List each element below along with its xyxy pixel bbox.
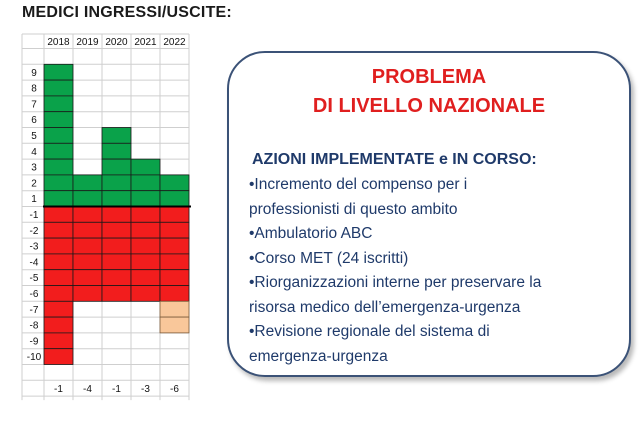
bar-cell (131, 254, 160, 270)
bar-cell (44, 238, 73, 254)
y-tick-label: -10 (26, 352, 42, 364)
bar-cell (73, 207, 102, 223)
y-tick-label: 5 (31, 131, 37, 142)
bar-cell (102, 222, 131, 238)
bar-cell (44, 175, 73, 191)
y-tick-label: -2 (29, 225, 39, 237)
bar-cell (102, 159, 131, 175)
bar-cell (73, 175, 102, 191)
total-label: -1 (112, 383, 121, 395)
negative-bar (44, 207, 73, 365)
negative-bar (160, 207, 189, 302)
bar-cell (44, 222, 73, 238)
list-item: •Incremento del compenso per i (249, 176, 468, 193)
list-item: •Riorganizzazioni interne per preservare la (249, 274, 542, 291)
x-tick-label: 2022 (163, 37, 186, 48)
bar-cell (131, 222, 160, 238)
list-item: •Corso MET (24 iscritti) (249, 249, 409, 267)
y-tick-label: -7 (29, 304, 39, 316)
bar-cell (131, 159, 160, 175)
bar-cell (131, 270, 160, 286)
bar-cell (102, 254, 131, 270)
negative-bar (102, 207, 131, 302)
bar-cell (44, 270, 73, 286)
bar-cell (44, 301, 73, 317)
bar-cell (102, 238, 131, 254)
positive-bar (131, 159, 160, 206)
bar-cell (160, 270, 189, 286)
list-item: professionisti di questo ambito (249, 200, 458, 218)
y-tick-label: -8 (29, 320, 39, 332)
bar-cell (160, 238, 189, 254)
y-tick-label: -3 (29, 241, 39, 253)
bar-cell (160, 175, 189, 191)
bar-cell (44, 143, 73, 159)
bar-cell (160, 207, 189, 223)
total-label: -1 (54, 383, 63, 395)
bar-cell (44, 333, 73, 349)
x-tick-label: 2020 (105, 37, 128, 48)
bar-cell (44, 96, 73, 112)
bar-cell (102, 270, 131, 286)
bar-cell (102, 191, 131, 207)
bar-cell (160, 286, 189, 302)
bar-cell (102, 128, 131, 144)
positive-bar (160, 175, 189, 207)
bar-cell (44, 128, 73, 144)
actions-list (249, 173, 623, 369)
bar-cell (44, 191, 73, 207)
bar-cell (73, 238, 102, 254)
chart-bars (43, 64, 191, 364)
bar-cell (131, 207, 160, 223)
total-label: -6 (170, 383, 179, 395)
info-box (227, 51, 631, 377)
list-item: •Revisione regionale del sistema di (249, 323, 490, 340)
bar-cell (73, 191, 102, 207)
x-tick-label: 2019 (76, 37, 99, 48)
bar-cell (131, 191, 160, 207)
y-tick-label: 6 (31, 115, 37, 127)
positive-bar (73, 175, 102, 207)
bar-cell (44, 317, 73, 333)
negative-bar (131, 207, 160, 302)
slide-title: MEDICI INGRESSI/USCITE: (22, 4, 232, 21)
bar-cell (160, 222, 189, 238)
bar-cell (44, 349, 73, 365)
bar-cell (131, 286, 160, 302)
positive-bar (102, 128, 131, 207)
x-tick-label: 2021 (134, 37, 157, 48)
y-tick-label: 4 (31, 146, 37, 158)
y-tick-label: -1 (29, 210, 39, 221)
y-tick-label: -6 (29, 289, 39, 300)
bar-cell (44, 286, 73, 302)
x-tick-label: 2018 (47, 37, 70, 48)
list-item: emergenza-urgenza (249, 347, 388, 365)
list-item: risorsa medico dell’emergenza-urgenza (249, 298, 521, 316)
y-tick-label: 2 (31, 178, 37, 190)
bar-cell (102, 175, 131, 191)
bar-cell (160, 191, 189, 207)
bar-cell (131, 175, 160, 191)
negative-bar (73, 207, 102, 302)
bar-cell (73, 270, 102, 286)
bar-cell (131, 238, 160, 254)
box-title-line1: PROBLEMA (371, 66, 487, 88)
y-tick-label: 9 (31, 67, 37, 79)
bar-cell (160, 254, 189, 270)
positive-bar (44, 64, 73, 206)
bar-cell (44, 159, 73, 175)
bar-cell (44, 207, 73, 223)
y-tick-label: -9 (29, 336, 39, 348)
extra-negative-bar (160, 301, 189, 333)
bar-cell (44, 64, 73, 80)
y-tick-label: 3 (31, 162, 37, 174)
box-title-line2: DI LIVELLO NAZIONALE (312, 95, 546, 117)
total-label: -4 (83, 383, 92, 395)
bar-cell (73, 286, 102, 302)
y-tick-label: 8 (31, 83, 37, 95)
list-item: •Ambulatorio ABC (249, 225, 373, 242)
bar-cell (102, 286, 131, 302)
bar-cell (73, 222, 102, 238)
y-tick-label: -4 (29, 257, 39, 269)
bar-cell (102, 143, 131, 159)
y-tick-label: 7 (31, 99, 37, 111)
bar-cell (160, 301, 189, 317)
bar-cell (102, 207, 131, 223)
bar-cell (44, 112, 73, 128)
bar-cell (73, 254, 102, 270)
total-label: -3 (141, 383, 150, 395)
bar-cell (160, 317, 189, 333)
actions-heading: AZIONI IMPLEMENTATE e IN CORSO: (252, 151, 537, 168)
y-tick-label: -5 (29, 273, 39, 285)
y-tick-label: 1 (31, 194, 37, 206)
bar-cell (44, 80, 73, 96)
box-title (229, 63, 629, 121)
bar-cell (44, 254, 73, 270)
